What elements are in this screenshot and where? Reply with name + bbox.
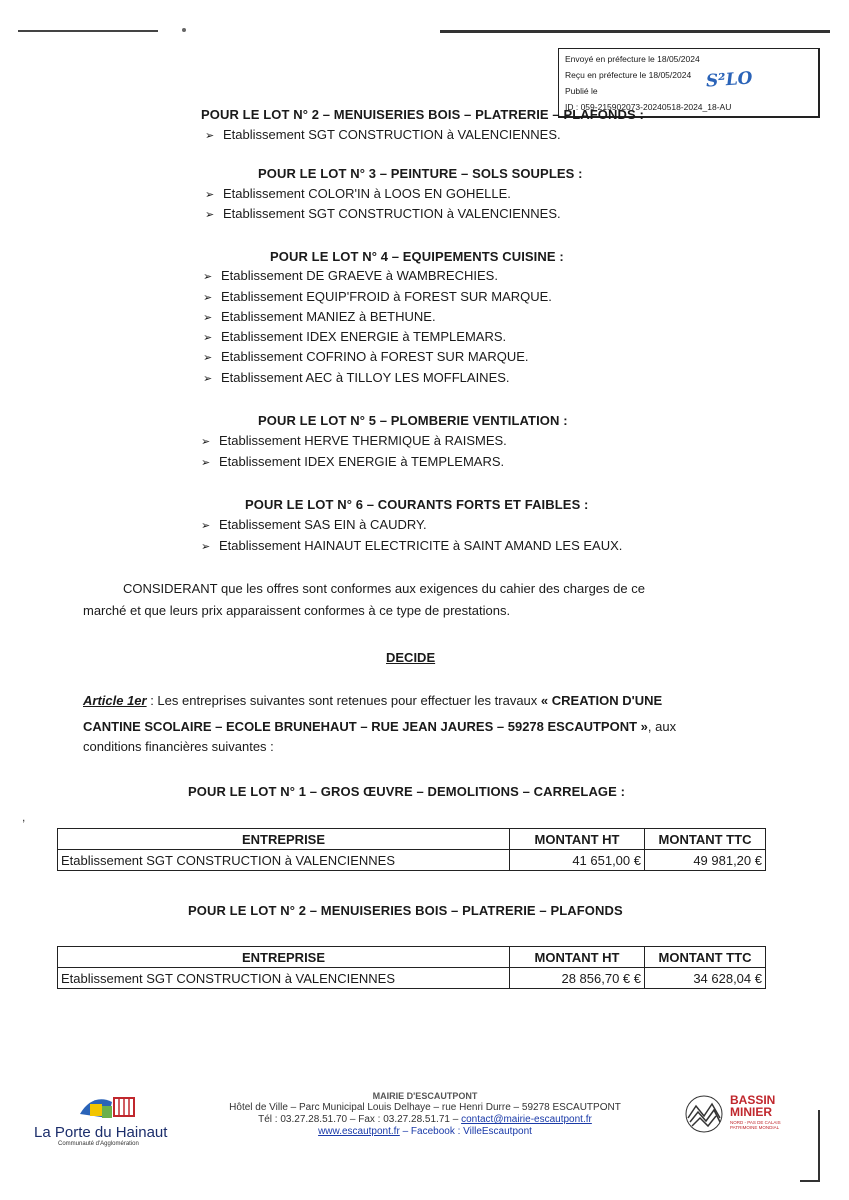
lot-heading: POUR LE LOT N° 2 – MENUISERIES BOIS – PLATRERIE – PLAFONDS :	[201, 107, 644, 122]
table-cell: Etablissement SGT CONSTRUCTION à VALENCIENNES	[58, 850, 510, 871]
table-heading: POUR LE LOT N° 1 – GROS ŒUVRE – DEMOLITIONS – CARRELAGE :	[188, 784, 626, 799]
decide-heading: DECIDE	[386, 650, 436, 665]
porte-du-hainaut-logo	[34, 1090, 184, 1147]
column-header: MONTANT TTC	[645, 829, 766, 850]
table-cell: Etablissement SGT CONSTRUCTION à VALENCIENNES	[58, 968, 510, 989]
top-rule	[440, 30, 830, 33]
column-header: MONTANT TTC	[645, 947, 766, 968]
footer-address: Hôtel de Ville – Parc Municipal Louis Delhaye – rue Henri Durre – 59278 ESCAUTPONT	[229, 1102, 621, 1113]
website-link[interactable]: www.escautpont.fr	[318, 1126, 400, 1137]
article-label: Article 1er	[83, 693, 147, 708]
arrow-icon: ➢	[203, 373, 213, 385]
scan-edge	[818, 1110, 820, 1180]
lot-heading: POUR LE LOT N° 6 – COURANTS FORTS ET FAIBLES :	[245, 497, 589, 512]
table-cell: 49 981,20 €	[645, 850, 766, 871]
column-header: MONTANT HT	[510, 947, 645, 968]
logo-wordmark: La Porte du Hainaut	[34, 1124, 168, 1141]
table-heading: POUR LE LOT N° 2 – MENUISERIES BOIS – PLATRERIE – PLAFONDS	[188, 903, 623, 918]
list-item: ➢ Etablissement HAINAUT ELECTRICITE à SAINT AMAND LES EAUX.	[201, 538, 623, 553]
arrow-icon: ➢	[201, 520, 211, 532]
arrow-icon: ➢	[205, 209, 215, 221]
top-rule	[18, 30, 158, 32]
table-cell: 41 651,00 €	[510, 850, 645, 871]
margin-mark: ,	[22, 810, 26, 824]
logo-subtitle: Communauté d'Agglomération	[58, 1141, 139, 1147]
footer-title: MAIRIE D'ESCAUTPONT	[372, 1091, 478, 1101]
arrow-icon: ➢	[205, 189, 215, 201]
table-header-row	[58, 947, 766, 968]
column-header: ENTREPRISE	[58, 829, 510, 850]
article-line: CANTINE SCOLAIRE – ECOLE BRUNEHAUT – RUE JEAN JAURES – 59278 ESCAUTPONT », aux	[83, 719, 677, 734]
arrow-icon: ➢	[201, 436, 211, 448]
article-line: conditions financières suivantes :	[83, 739, 274, 754]
list-item: ➢ Etablissement SAS EIN à CAUDRY.	[201, 517, 427, 532]
arrow-icon: ➢	[203, 352, 213, 364]
speck	[182, 28, 186, 32]
arrow-icon: ➢	[205, 130, 215, 142]
email-link[interactable]: contact@mairie-escautpont.fr	[461, 1114, 592, 1125]
list-item: ➢ Etablissement HERVE THERMIQUE à RAISMES.	[201, 433, 507, 448]
list-item: ➢ Etablissement IDEX ENERGIE à TEMPLEMARS.	[203, 329, 507, 344]
list-item: ➢ Etablissement SGT CONSTRUCTION à VALENCIENNES.	[205, 206, 561, 221]
arrow-icon: ➢	[201, 457, 211, 469]
stamp-received: Reçu en préfecture le 18/05/2024	[565, 70, 692, 80]
lot-table	[57, 828, 766, 871]
arrow-icon: ➢	[203, 332, 213, 344]
stamp-id: ID : 059-215902073-20240518-2024_18-AU	[565, 102, 732, 112]
logo-subtitle: NORD - PAS DE CALAIS PATRIMOINE MONDIAL	[730, 1120, 781, 1130]
list-item: ➢ Etablissement COLOR'IN à LOOS EN GOHELLE.	[205, 186, 511, 201]
footer-web: www.escautpont.fr – Facebook : VilleEscautpont	[318, 1126, 532, 1137]
table-cell: 34 628,04 €	[645, 968, 766, 989]
column-header: MONTANT HT	[510, 829, 645, 850]
arrow-icon: ➢	[203, 292, 213, 304]
arrow-icon: ➢	[203, 312, 213, 324]
arrow-icon: ➢	[203, 271, 213, 283]
scan-edge	[800, 1180, 820, 1182]
stamp-published: Publié le	[565, 86, 598, 96]
list-item: ➢ Etablissement DE GRAEVE à WAMBRECHIES.	[203, 268, 498, 283]
lot-heading: POUR LE LOT N° 3 – PEINTURE – SOLS SOUPLES :	[258, 166, 583, 181]
considerant-line: CONSIDERANT que les offres sont conformes aux exigences du cahier des charges de ce	[123, 581, 645, 596]
considerant-line: marché et que leurs prix apparaissent conformes à ce type de prestations.	[83, 603, 511, 618]
list-item: ➢ Etablissement MANIEZ à BETHUNE.	[203, 309, 436, 324]
logo-graphic-icon	[74, 1090, 164, 1124]
list-item: ➢ Etablissement EQUIP'FROID à FOREST SUR MARQUE.	[203, 289, 552, 304]
table-header-row	[58, 829, 766, 850]
table-cell: 28 856,70 € €	[510, 968, 645, 989]
stamp-mark: S²LO	[705, 68, 754, 92]
mountain-logo-icon	[684, 1094, 724, 1134]
list-item: ➢ Etablissement AEC à TILLOY LES MOFFLAINES.	[203, 370, 510, 385]
list-item: ➢ Etablissement COFRINO à FOREST SUR MARQUE.	[203, 349, 529, 364]
logo-wordmark: BASSIN MINIER	[730, 1093, 776, 1119]
stamp-sent: Envoyé en préfecture le 18/05/2024	[565, 54, 700, 64]
lot-heading: POUR LE LOT N° 4 – EQUIPEMENTS CUISINE :	[270, 249, 564, 264]
arrow-icon: ➢	[201, 541, 211, 553]
list-item: ➢ Etablissement SGT CONSTRUCTION à VALENCIENNES.	[205, 127, 561, 142]
table-row	[58, 968, 766, 989]
lot-table	[57, 946, 766, 989]
footer-contact: Tél : 03.27.28.51.70 – Fax : 03.27.28.51.71 – contact@mairie-escautpont.fr	[258, 1114, 592, 1125]
column-header: ENTREPRISE	[58, 947, 510, 968]
table-row	[58, 850, 766, 871]
list-item: ➢ Etablissement IDEX ENERGIE à TEMPLEMARS.	[201, 454, 505, 469]
footer	[200, 1090, 650, 1138]
article-line: Article 1er : Les entreprises suivantes sont retenues pour effectuer les travaux « CREATION D'UNE	[83, 693, 663, 708]
lot-heading: POUR LE LOT N° 5 – PLOMBERIE VENTILATION :	[258, 413, 568, 428]
